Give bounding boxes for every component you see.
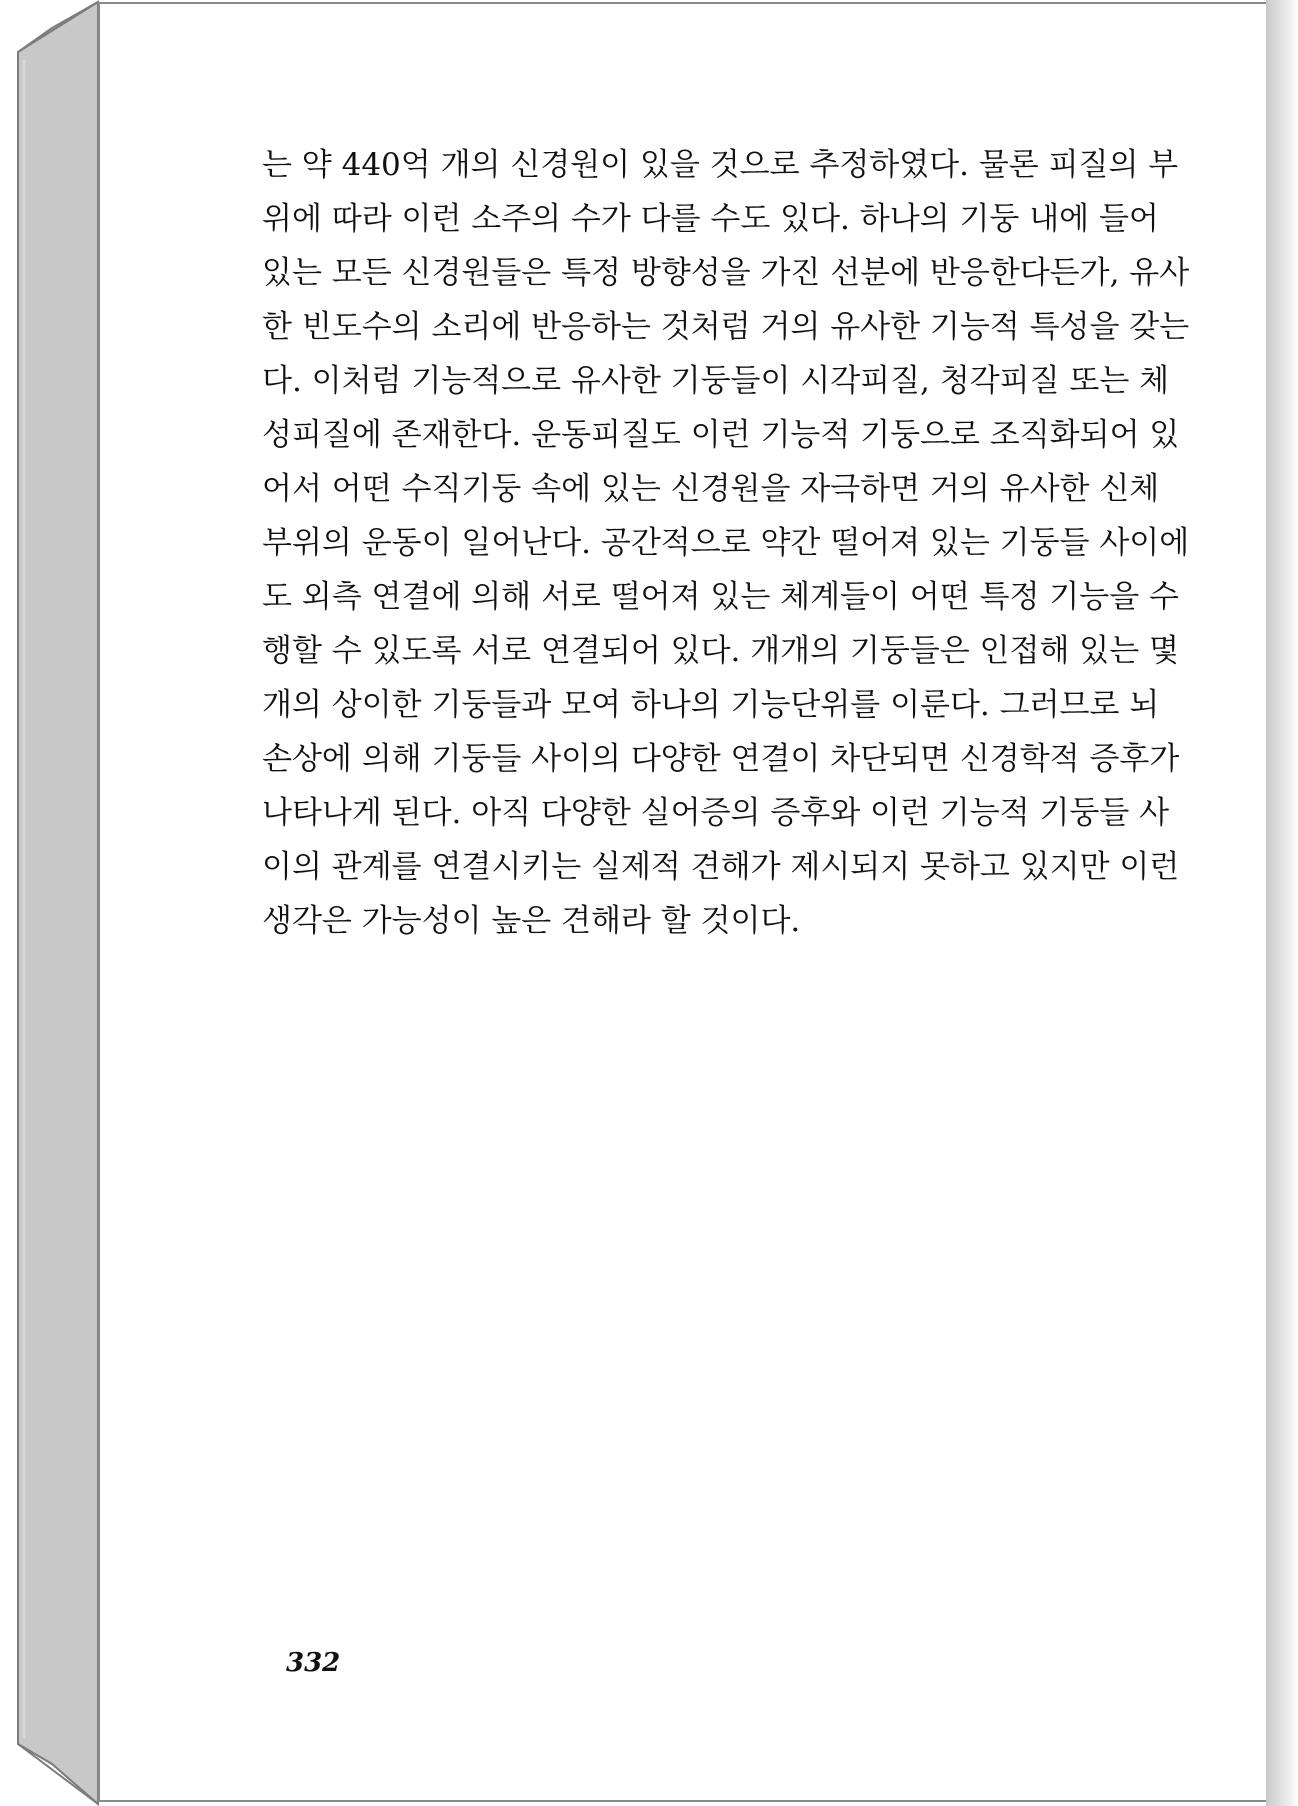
text-line: 이의 관계를 연결시키는 실제적 견해가 제시되지 못하고 있지만 이런 [262,849,1180,885]
book-spine [0,0,100,1806]
page-edge-shadow [1266,0,1298,1806]
text-line: 나타나게 된다. 아직 다양한 실어증의 증후와 이런 기능적 기둥들 사 [262,795,1170,831]
text-line: 개의 상이한 기둥들과 모여 하나의 기능단위를 이룬다. 그러므로 뇌 [262,687,1160,723]
page-number: 332 [286,1648,341,1678]
text-line: 다. 이처럼 기능적으로 유사한 기둥들이 시각피질, 청각피질 또는 체 [262,363,1170,399]
text-line: 성피질에 존재한다. 운동피질도 이런 기능적 기둥으로 조직화되어 있 [262,417,1180,453]
text-line: 도 외측 연결에 의해 서로 떨어져 있는 체계들이 어떤 특정 기능을 수 [262,579,1179,615]
text-line: 손상에 의해 기둥들 사이의 다양한 연결이 차단되면 신경학적 증후가 [262,741,1180,777]
text-line: 한 빈도수의 소리에 반응하는 것처럼 거의 유사한 기능적 특성을 갖는 [262,309,1190,345]
text-line: 부위의 운동이 일어난다. 공간적으로 약간 떨어져 있는 기둥들 사이에 [262,525,1190,561]
text-line-last: 생각은 가능성이 높은 견해라 할 것이다. [262,903,801,939]
body-text [262,138,1190,948]
text-line: 행할 수 있도록 서로 연결되어 있다. 개개의 기둥들은 인접해 있는 몇 [262,633,1179,669]
text-line: 위에 따라 이런 소주의 수가 다를 수도 있다. 하나의 기둥 내에 들어 [262,201,1159,237]
text-line: 있는 모든 신경원들은 특정 방향성을 가진 선분에 반응한다든가, 유사 [262,255,1190,291]
text-line: 어서 어떤 수직기둥 속에 있는 신경원을 자극하면 거의 유사한 신체 [262,471,1160,507]
text-line: 는 약 440억 개의 신경원이 있을 것으로 추정하였다. 물론 피질의 부 [262,147,1179,183]
